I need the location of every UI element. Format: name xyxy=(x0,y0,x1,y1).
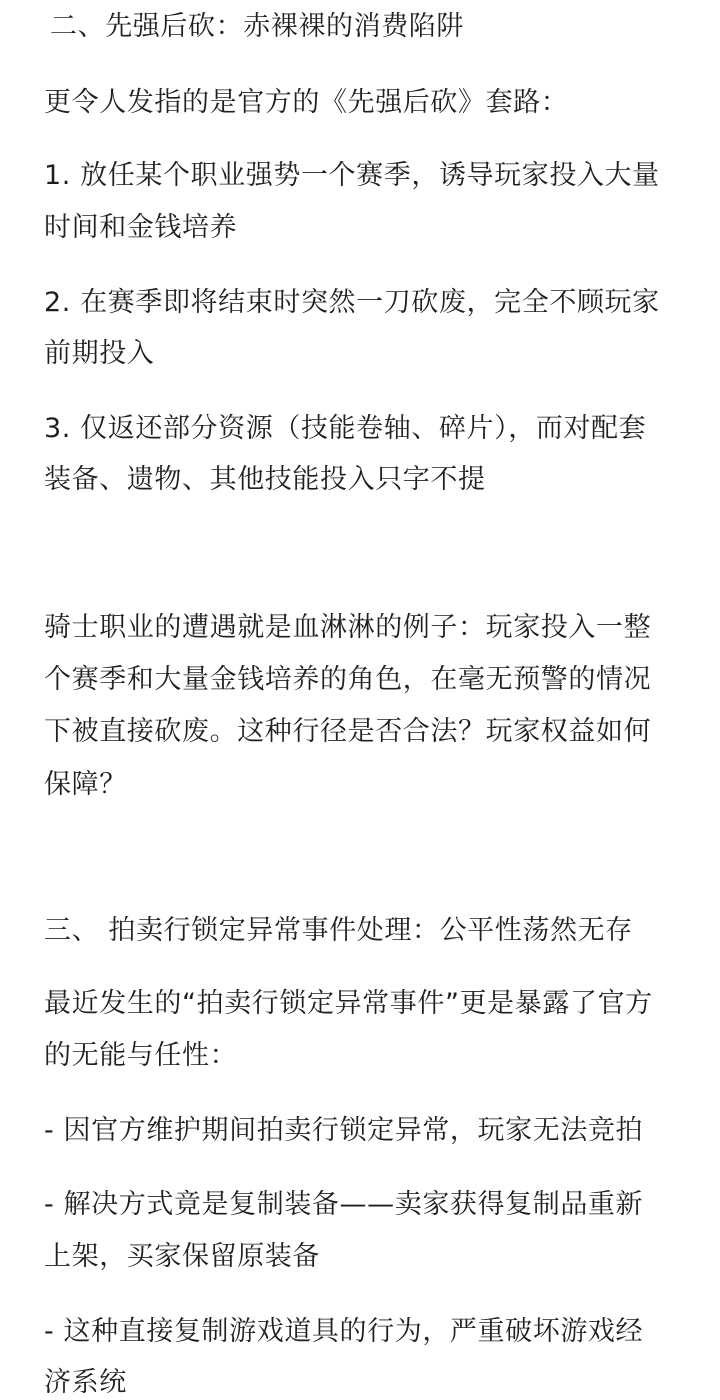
example-paragraph-line-2: 个赛季和大量金钱培养的角色，在毫无预警的情况 xyxy=(44,664,652,695)
section-2-heading: 二、先强后砍：赤裸裸的消费陷阱 xyxy=(50,11,464,42)
example-paragraph-line-3: 下被直接砍废。这种行径是否合法？玩家权益如何 xyxy=(44,716,652,747)
bullet-item-3-line-1: - 这种直接复制游戏道具的行为，严重破坏游戏经 xyxy=(44,1316,644,1347)
list-item-1-line-1: 1. 放任某个职业强势一个赛季，诱导玩家投入大量 xyxy=(44,160,660,191)
bullet-item-2-line-2: 上架，买家保留原装备 xyxy=(44,1241,320,1272)
section-3-intro-line-2: 的无能与任性： xyxy=(44,1040,238,1071)
list-item-3-line-2: 装备、遗物、其他技能投入只字不提 xyxy=(44,464,486,495)
list-item-2-line-1: 2. 在赛季即将结束时突然一刀砍废，完全不顾玩家 xyxy=(44,287,660,318)
bullet-item-2-line-1: - 解决方式竟是复制装备——卖家获得复制品重新 xyxy=(44,1189,644,1220)
example-paragraph-line-4: 保障？ xyxy=(44,769,127,800)
example-paragraph-line-1: 骑士职业的遭遇就是血淋淋的例子：玩家投入一整 xyxy=(44,612,652,643)
section-2-intro: 更令人发指的是官方的《先强后砍》套路： xyxy=(44,87,569,118)
list-item-1-line-2: 时间和金钱培养 xyxy=(44,212,238,243)
bullet-item-3-line-2: 济系统 xyxy=(44,1367,127,1398)
list-item-3-line-1: 3. 仅返还部分资源（技能卷轴、碎片），而对配套 xyxy=(44,413,647,444)
section-3-intro-line-1: 最近发生的“拍卖行锁定异常事件”更是暴露了官方 xyxy=(44,988,653,1019)
bullet-item-1-line-1: - 因官方维护期间拍卖行锁定异常，玩家无法竞拍 xyxy=(44,1115,644,1146)
list-item-2-line-2: 前期投入 xyxy=(44,338,155,369)
section-3-heading: 三、 拍卖行锁定异常事件处理：公平性荡然无存 xyxy=(44,915,633,946)
